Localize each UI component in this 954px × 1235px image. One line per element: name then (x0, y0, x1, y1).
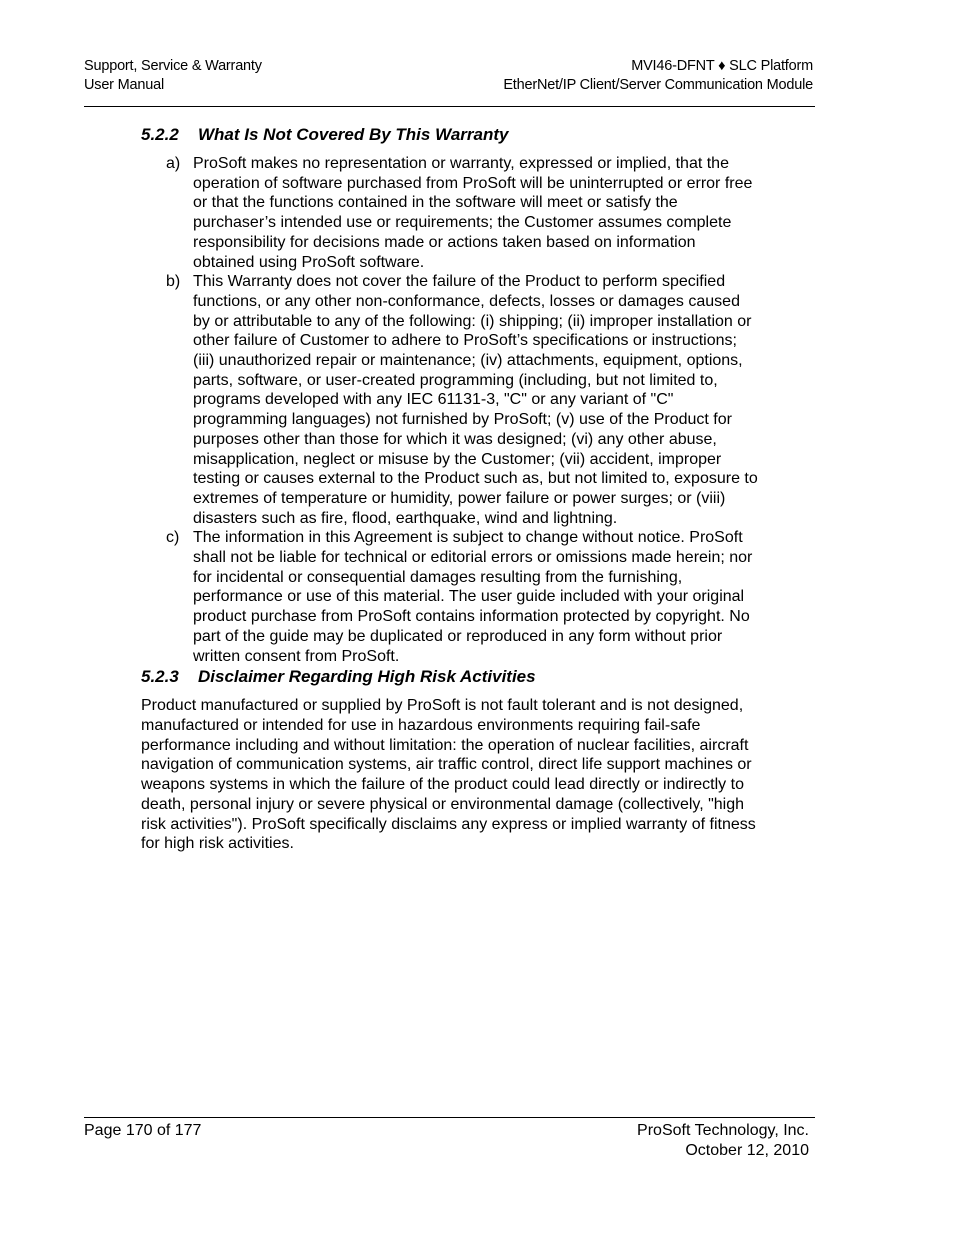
footer-left (84, 1121, 201, 1141)
exclusions-list (141, 154, 761, 666)
section-number: 5.2.3 (141, 667, 179, 687)
section-heading-523 (141, 666, 761, 688)
header-product: MVI46-DFNT ♦ SLC Platform (631, 58, 813, 74)
page-header (84, 57, 815, 107)
list-marker: a) (166, 155, 181, 172)
list-item-text: This Warranty does not cover the failure of the Product to perform specified functions, or any other non-conformance, defects, losses or damages caused by or attributable to any of the following: (i) shipping; (ii) improper installation or other failure of Customer to adhere to ProSoft’s specifications or instructions; (iii) unauthorized repair or maintenance; (iv) attachments, equipment, options, parts, software, or user-created programming (including, but not limited to, programs developed with any IEC 61131-3, "C" or any variant of "C" programming languages) not furnished by ProSoft; (v) use of the Product for purposes other than those for which it was designed; (vi) any other abuse, misapplication, neglect or misuse by the Customer; (vii) accident, improper testing or causes external to the Product such as, but not limited to, exposure to extremes of temperature or humidity, power failure or power surges; or (viii) disasters such as fire, flood, earthquake, wind and lightning. (193, 273, 758, 527)
section-title: Disclaimer Regarding High Risk Activities (198, 667, 536, 687)
footer-company: ProSoft Technology, Inc. (637, 1122, 809, 1139)
list-item-text: ProSoft makes no representation or warranty, expressed or implied, that the operation of software purchased from ProSoft will be uninterrupted or error free or that the functions contained in the software will meet or satisfy the purchaser’s intended use or requirements; the Customer assumes complete responsibility for decisions made or actions taken based on information obtained using ProSoft software. (193, 155, 753, 271)
list-item (141, 154, 761, 272)
page-footer (84, 1117, 815, 1159)
section-number: 5.2.2 (141, 125, 179, 144)
page-content (141, 124, 761, 854)
section-title: What Is Not Covered By This Warranty (198, 125, 509, 144)
list-item (141, 272, 761, 528)
footer-right (637, 1121, 809, 1160)
list-marker: c) (166, 529, 180, 547)
footer-date: October 12, 2010 (685, 1141, 809, 1159)
disclaimer-paragraph: Product manufactured or supplied by ProSoft is not fault tolerant and is not designed, manufactured or intended for use in hazardous environments requiring fail-safe performance including and without limitation: the operation of nuclear facilities, aircraft navigation of communication systems, air traffic control, direct life support machines or weapons systems in which the failure of the product could lead directly or indirectly to death, personal injury or severe physical or environmental damage (collectively, "high risk activities"). ProSoft specifically disclaims any express or implied warranty of fitness for high risk activities. (141, 697, 756, 853)
header-doc-type: User Manual (84, 77, 164, 93)
header-left (84, 57, 262, 95)
header-section-title: Support, Service & Warranty (84, 58, 262, 74)
list-item (141, 528, 761, 666)
header-right (503, 57, 813, 95)
section-heading-522 (141, 124, 761, 146)
list-item-text: The information in this Agreement is subject to change without notice. ProSoft shall not be liable for technical or editorial errors or omissions made herein; nor for incidental or consequential damages resulting from the furnishing, performance or use of this material. The user guide included with your original product purchase from ProSoft contains information protected by copyright. No part of the guide may be duplicated or reproduced in any form without prior written consent from ProSoft. (193, 529, 753, 665)
page-number: Page 170 of 177 (84, 1122, 202, 1139)
list-marker: b) (166, 273, 181, 291)
header-module: EtherNet/IP Client/Server Communication Module (503, 77, 813, 93)
